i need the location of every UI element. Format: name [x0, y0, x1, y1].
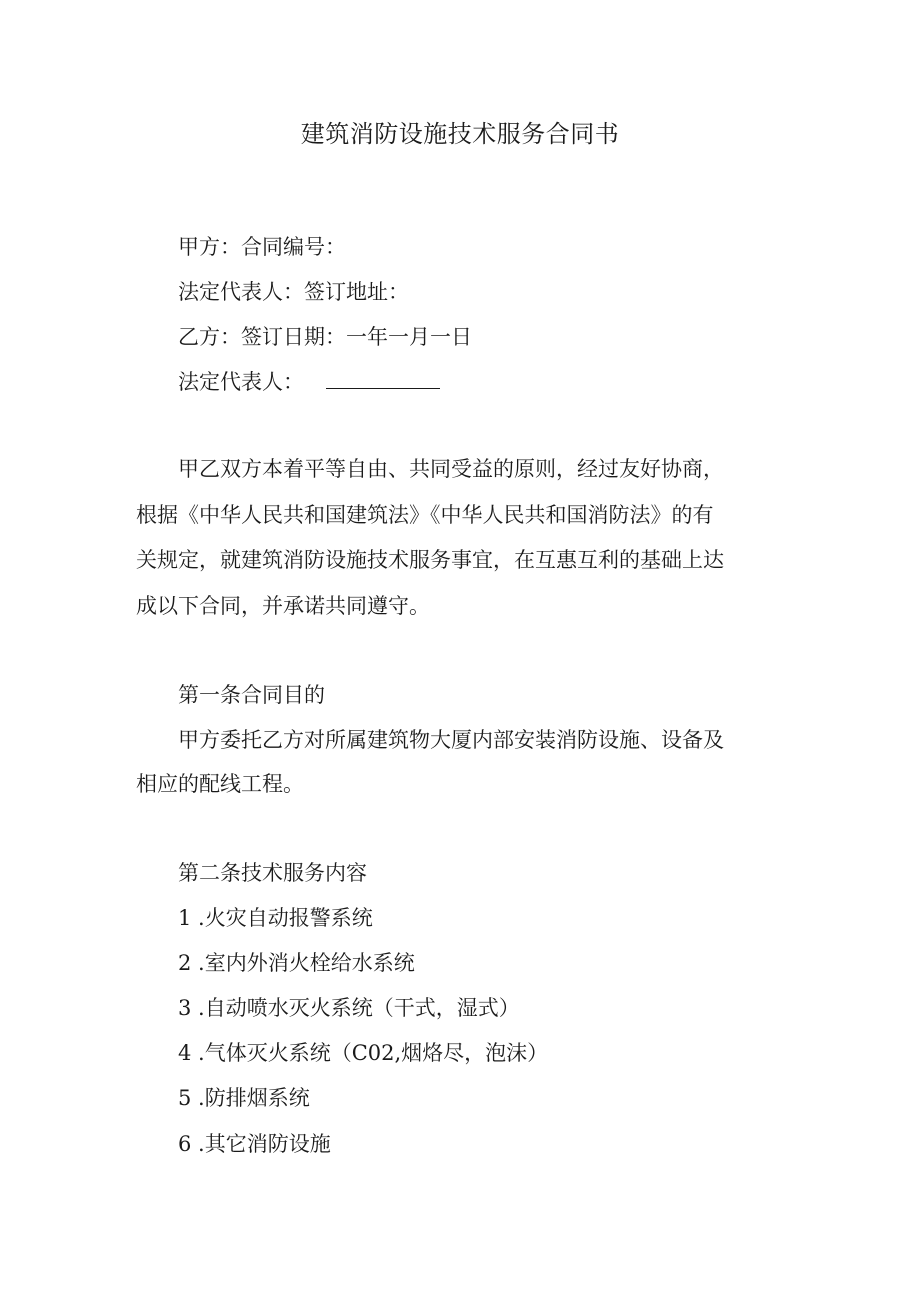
- party-a-line: 甲方：合同编号：: [178, 235, 346, 259]
- service-item-2: 2 .室内外消火栓给水系统: [178, 951, 415, 975]
- service-item-5: 5 .防排烟系统: [178, 1086, 310, 1110]
- signature-blank: [326, 368, 440, 389]
- service-item-1: 1 .火灾自动报警系统: [178, 906, 373, 930]
- intro-line-2: 根据《中华人民共和国建筑法》《中华人民共和国消防法》的有: [136, 503, 714, 527]
- party-b-representative-line: [178, 368, 440, 396]
- article1-line-2: 相应的配线工程。: [136, 772, 304, 796]
- party-b-line: 乙方：签订日期：一年一月一日: [178, 325, 472, 349]
- service-item-3: 3 .自动喷水灭火系统（干式，湿式）: [178, 996, 520, 1020]
- party-b-representative-label: 法定代表人：: [178, 370, 304, 394]
- article1-heading: 第一条合同目的: [178, 683, 325, 707]
- article2-heading: 第二条技术服务内容: [178, 861, 367, 885]
- party-a-representative-line: 法定代表人：签订地址：: [178, 280, 409, 304]
- service-item-6: 6 .其它消防设施: [178, 1132, 331, 1156]
- intro-line-1: 甲乙双方本着平等自由、共同受益的原则，经过友好协商，: [178, 457, 724, 481]
- article1-line-1: 甲方委托乙方对所属建筑物大厦内部安装消防设施、设备及: [178, 728, 724, 752]
- intro-line-3: 关规定，就建筑消防设施技术服务事宜，在互惠互利的基础上达: [136, 548, 724, 572]
- intro-line-4: 成以下合同，并承诺共同遵守。: [136, 594, 430, 618]
- service-item-4: 4 .气体灭火系统（C02,烟烙尽，泡沫）: [178, 1041, 549, 1065]
- document-title: 建筑消防设施技术服务合同书: [300, 120, 620, 148]
